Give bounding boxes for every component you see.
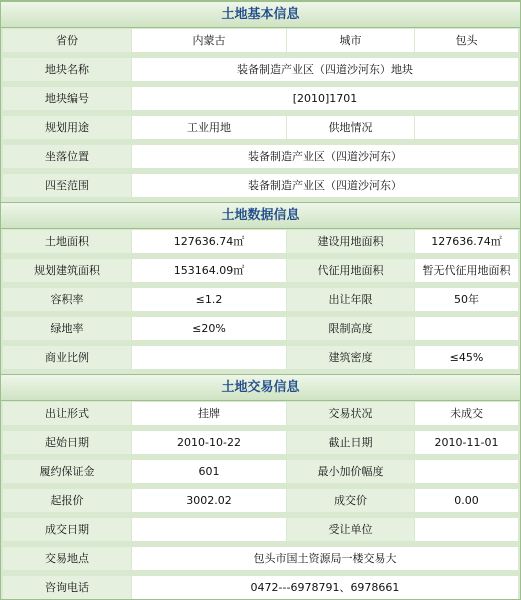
field-value: 装备制造产业区（四道沙河东） (132, 145, 518, 168)
field-value (415, 460, 518, 483)
table-row (1, 229, 520, 254)
field-label: 出让年限 (287, 288, 414, 311)
field-value: 0.00 (415, 489, 518, 512)
field-value: 2010-10-22 (132, 431, 286, 454)
table-row (1, 57, 520, 82)
table-row (1, 517, 520, 542)
field-label: 规划建筑面积 (3, 259, 131, 282)
field-label: 受让单位 (287, 518, 414, 541)
field-value: 2010-11-01 (415, 431, 518, 454)
field-label: 截止日期 (287, 431, 414, 454)
field-value: 工业用地 (132, 116, 286, 139)
field-label: 建设用地面积 (287, 230, 414, 253)
field-value (415, 317, 518, 340)
field-value: 挂牌 (132, 402, 286, 425)
field-label: 出让形式 (3, 402, 131, 425)
section-header-data: 土地数据信息 (1, 202, 520, 229)
section-header-trade: 土地交易信息 (1, 374, 520, 401)
field-value (415, 518, 518, 541)
field-value: 127636.74㎡ (415, 230, 518, 253)
table-row (1, 28, 520, 53)
table-row (1, 287, 520, 312)
field-label: 成交价 (287, 489, 414, 512)
field-label: 规划用途 (3, 116, 131, 139)
field-value: 暂无代征用地面积 (415, 259, 518, 282)
field-value: 包头 (415, 29, 518, 52)
table-row (1, 173, 520, 198)
table-row (1, 316, 520, 341)
field-value: 3002.02 (132, 489, 286, 512)
field-label: 容积率 (3, 288, 131, 311)
table-row (1, 258, 520, 283)
table-row (1, 488, 520, 513)
field-label: 限制高度 (287, 317, 414, 340)
field-value (415, 116, 518, 139)
field-label: 省份 (3, 29, 131, 52)
field-label: 建筑密度 (287, 346, 414, 369)
field-label: 咨询电话 (3, 576, 131, 599)
field-value (132, 518, 286, 541)
field-label: 履约保证金 (3, 460, 131, 483)
field-value: 0472---6978791、6978661 (132, 576, 518, 599)
field-value: 127636.74㎡ (132, 230, 286, 253)
table-row (1, 345, 520, 370)
table-row (1, 430, 520, 455)
field-value (132, 346, 286, 369)
table-row (1, 575, 520, 600)
table-row (1, 115, 520, 140)
field-label: 四至范围 (3, 174, 131, 197)
table-row (1, 144, 520, 169)
field-label: 起报价 (3, 489, 131, 512)
field-value: 50年 (415, 288, 518, 311)
field-value: 装备制造产业区（四道沙河东）地块 (132, 58, 518, 81)
field-value: 城市 (287, 29, 414, 52)
field-value: 未成交 (415, 402, 518, 425)
field-label: 绿地率 (3, 317, 131, 340)
table-row (1, 401, 520, 426)
field-value: [2010]1701 (132, 87, 518, 110)
field-label: 起始日期 (3, 431, 131, 454)
field-value: 装备制造产业区（四道沙河东） (132, 174, 518, 197)
field-label: 代征用地面积 (287, 259, 414, 282)
field-label: 地块名称 (3, 58, 131, 81)
field-value: 供地情况 (287, 116, 414, 139)
field-value: 内蒙古 (132, 29, 286, 52)
section-header-basic: 土地基本信息 (1, 1, 520, 28)
field-value: ≤20% (132, 317, 286, 340)
field-value: ≤1.2 (132, 288, 286, 311)
field-label: 商业比例 (3, 346, 131, 369)
table-row (1, 459, 520, 484)
table-row (1, 546, 520, 571)
field-value: ≤45% (415, 346, 518, 369)
field-value: 153164.09㎡ (132, 259, 286, 282)
field-label: 交易地点 (3, 547, 131, 570)
field-label: 交易状况 (287, 402, 414, 425)
field-label: 成交日期 (3, 518, 131, 541)
field-label: 最小加价幅度 (287, 460, 414, 483)
field-value: 601 (132, 460, 286, 483)
field-label: 地块编号 (3, 87, 131, 110)
table-row (1, 86, 520, 111)
field-label: 坐落位置 (3, 145, 131, 168)
field-value: 包头市国土资源局一楼交易大 (132, 547, 518, 570)
field-label: 土地面积 (3, 230, 131, 253)
